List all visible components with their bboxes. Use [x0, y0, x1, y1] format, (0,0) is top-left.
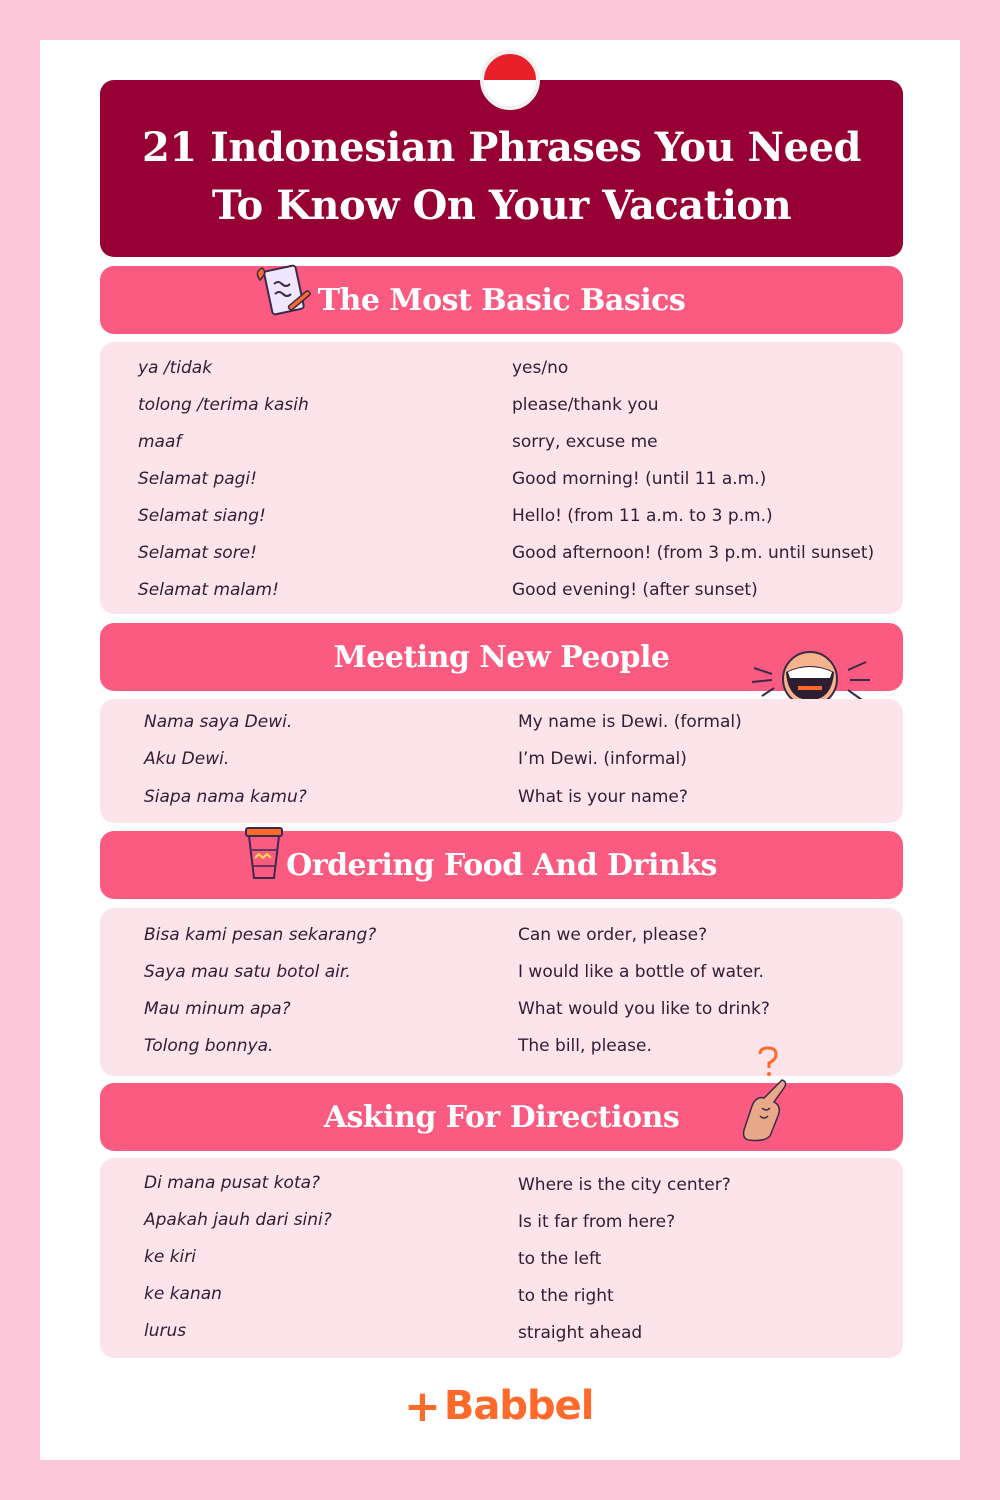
english-translation: to the left: [518, 1249, 602, 1269]
section-title: Ordering Food And Drinks: [286, 847, 717, 883]
indonesian-phrase: Apakah jauh dari sini?: [144, 1210, 332, 1230]
phrase-row: [100, 782, 903, 812]
plus-icon: +: [404, 1380, 440, 1432]
phrase-row: [100, 744, 903, 774]
indonesian-phrase: Selamat pagi!: [138, 469, 257, 489]
phrase-row: [100, 464, 903, 494]
section-title: Asking For Directions: [323, 1099, 680, 1135]
english-translation: Hello! (from 11 a.m. to 3 p.m.): [512, 506, 773, 526]
indonesia-flag-icon: [480, 50, 540, 110]
phrase-row: [100, 501, 903, 531]
phrase-row: [100, 427, 903, 457]
phrase-row: [100, 994, 903, 1024]
indonesian-phrase: Saya mau satu botol air.: [144, 962, 351, 982]
indonesian-phrase: Selamat sore!: [138, 543, 257, 563]
title-line-1: 21 Indonesian Phrases You Need: [142, 123, 861, 171]
english-translation: I would like a bottle of water.: [518, 962, 764, 982]
indonesian-phrase: Tolong bonnya.: [144, 1036, 274, 1056]
notepad-pen-icon: [246, 262, 316, 322]
indonesian-phrase: ke kanan: [144, 1284, 222, 1304]
indonesian-phrase: Mau minum apa?: [144, 999, 291, 1019]
section-title: Meeting New People: [333, 639, 670, 675]
indonesian-phrase: Selamat siang!: [138, 506, 266, 526]
section-header-food: [100, 831, 903, 899]
english-translation: Good evening! (after sunset): [512, 580, 758, 600]
english-translation: My name is Dewi. (formal): [518, 712, 742, 732]
english-translation: Where is the city center?: [518, 1175, 731, 1195]
indonesian-phrase: maaf: [138, 432, 182, 452]
phrase-row: [100, 538, 903, 568]
pointing-hand-question-icon: [738, 1046, 794, 1142]
english-translation: to the right: [518, 1286, 614, 1306]
page-title: [142, 119, 861, 235]
indonesian-phrase: ke kiri: [144, 1247, 196, 1267]
phrase-row: [100, 353, 903, 383]
indonesian-phrase: Selamat malam!: [138, 580, 279, 600]
english-translation: I’m Dewi. (informal): [518, 749, 687, 769]
phrase-row: [100, 957, 903, 987]
section-body-meeting: [100, 699, 903, 823]
section-body-directions: [100, 1158, 903, 1358]
phrase-row: [100, 920, 903, 950]
phrase-row: [100, 390, 903, 420]
phrase-row: [100, 707, 903, 737]
phrase-row: [100, 1316, 903, 1346]
indonesian-phrase: Di mana pusat kota?: [144, 1173, 321, 1193]
indonesian-phrase: lurus: [144, 1321, 187, 1341]
english-translation: What would you like to drink?: [518, 999, 770, 1019]
indonesian-phrase: Bisa kami pesan sekarang?: [144, 925, 377, 945]
english-translation: Is it far from here?: [518, 1212, 676, 1232]
phrase-row: [100, 1168, 903, 1198]
english-translation: yes/no: [512, 358, 569, 378]
english-translation: Good afternoon! (from 3 p.m. until sunset): [512, 543, 875, 563]
english-translation: Good morning! (until 11 a.m.): [512, 469, 767, 489]
babbel-logo: [404, 1380, 594, 1432]
english-translation: Can we order, please?: [518, 925, 708, 945]
section-title: The Most Basic Basics: [317, 282, 686, 318]
indonesian-phrase: Aku Dewi.: [144, 749, 230, 769]
english-translation: sorry, excuse me: [512, 432, 658, 452]
logo-text: Babbel: [443, 1383, 594, 1429]
english-translation: What is your name?: [518, 787, 688, 807]
section-body-basics: [100, 342, 903, 614]
indonesian-phrase: tolong /terima kasih: [138, 395, 309, 415]
indonesian-phrase: ya /tidak: [138, 358, 213, 378]
english-translation: The bill, please.: [518, 1036, 652, 1056]
english-translation: please/thank you: [512, 395, 659, 415]
phrase-row: [100, 1205, 903, 1235]
phrase-row: [100, 1279, 903, 1309]
section-header-basics: [100, 266, 903, 334]
english-translation: straight ahead: [518, 1323, 643, 1343]
title-line-2: To Know On Your Vacation: [211, 181, 792, 229]
indonesian-phrase: Nama saya Dewi.: [144, 712, 293, 732]
phrase-row: [100, 1242, 903, 1272]
phrase-row: [100, 575, 903, 605]
indonesian-phrase: Siapa nama kamu?: [144, 787, 307, 807]
coffee-cup-icon: [240, 822, 290, 884]
